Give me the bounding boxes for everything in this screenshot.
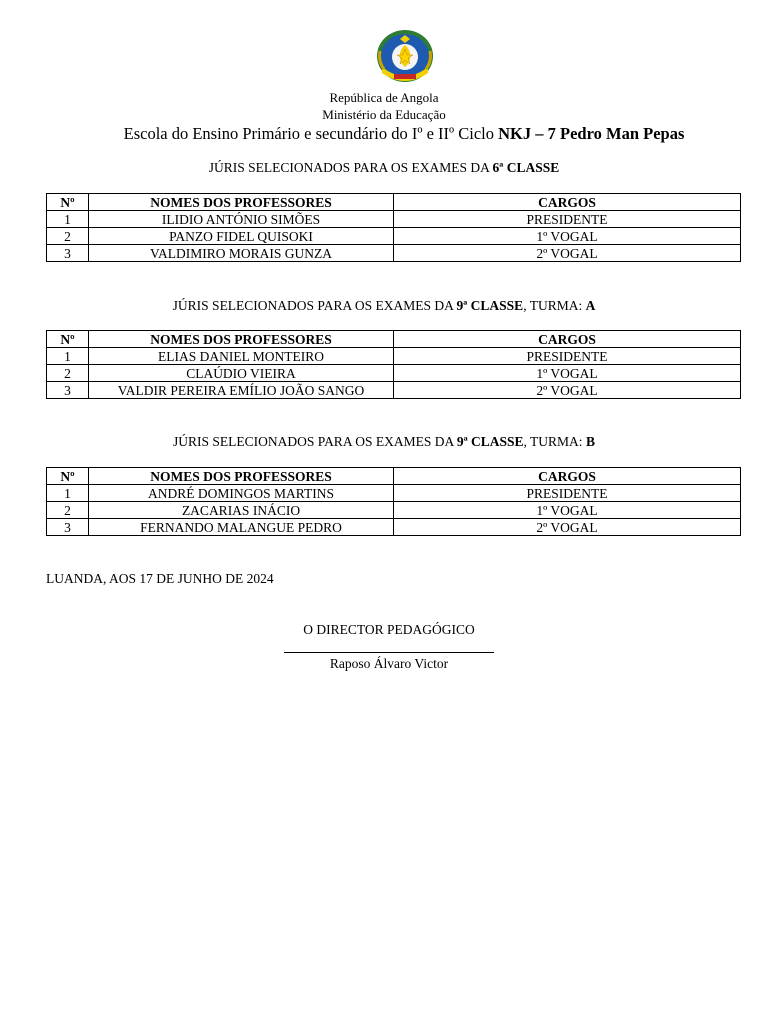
column-header-roles: CARGOS xyxy=(394,331,741,348)
table-row xyxy=(47,228,741,245)
row-name: VALDIMIRO MORAIS GUNZA xyxy=(89,245,394,262)
row-name: ZACARIAS INÁCIO xyxy=(89,502,394,519)
section-title-3 xyxy=(0,434,768,450)
row-role: PRESIDENTE xyxy=(394,348,741,365)
row-num: 1 xyxy=(47,211,89,228)
juri-table-2 xyxy=(46,330,741,399)
school-line xyxy=(20,124,768,144)
row-role: PRESIDENTE xyxy=(394,485,741,502)
row-num: 1 xyxy=(47,348,89,365)
row-role: PRESIDENTE xyxy=(394,211,741,228)
table-row xyxy=(47,502,741,519)
section-class-label: 9ª CLASSE xyxy=(456,298,524,313)
signature-line xyxy=(284,652,494,653)
column-header-names: NOMES DOS PROFESSORES xyxy=(89,331,394,348)
ministry-line: Ministério da Educação xyxy=(322,107,446,122)
column-header-num: Nº xyxy=(47,194,89,211)
column-header-names: NOMES DOS PROFESSORES xyxy=(89,468,394,485)
row-num: 2 xyxy=(47,502,89,519)
school-prefix: Escola do Ensino Primário e secundário do Iº e IIº Ciclo xyxy=(123,124,499,143)
juri-table-1 xyxy=(46,193,741,262)
row-num: 3 xyxy=(47,382,89,399)
row-name: VALDIR PEREIRA EMÍLIO JOÃO SANGO xyxy=(89,382,394,399)
section-title-prefix: JÚRIS SELECIONADOS PARA OS EXAMES DA xyxy=(172,298,457,313)
column-header-roles: CARGOS xyxy=(394,194,741,211)
section-class-label: 9ª CLASSE xyxy=(456,434,524,449)
row-role: 1º VOGAL xyxy=(394,502,741,519)
section-turma: A xyxy=(585,298,596,313)
section-title-prefix: JÚRIS SELECIONADOS PARA OS EXAMES DA xyxy=(173,434,457,449)
row-num: 3 xyxy=(47,519,89,536)
row-role: 2º VOGAL xyxy=(394,519,741,536)
row-num: 1 xyxy=(47,485,89,502)
table-row xyxy=(47,211,741,228)
table-row xyxy=(47,365,741,382)
row-name: FERNANDO MALANGUE PEDRO xyxy=(89,519,394,536)
school-name: NKJ – 7 Pedro Man Pepas xyxy=(498,124,685,143)
table-row xyxy=(47,382,741,399)
table-header-row xyxy=(47,331,741,348)
row-num: 2 xyxy=(47,365,89,382)
column-header-names: NOMES DOS PROFESSORES xyxy=(89,194,394,211)
signer-name: Raposo Álvaro Victor xyxy=(329,656,449,671)
table-row xyxy=(47,519,741,536)
table-row xyxy=(47,245,741,262)
column-header-num: Nº xyxy=(47,468,89,485)
section-title-1 xyxy=(0,160,768,176)
republic-line: República de Angola xyxy=(329,90,439,105)
row-name: PANZO FIDEL QUISOKI xyxy=(89,228,394,245)
row-num: 3 xyxy=(47,245,89,262)
row-role: 2º VOGAL xyxy=(394,382,741,399)
column-header-num: Nº xyxy=(47,331,89,348)
row-name: ANDRÉ DOMINGOS MARTINS xyxy=(89,485,394,502)
table-header-row xyxy=(47,468,741,485)
section-title-2 xyxy=(0,298,768,314)
row-name: CLAÚDIO VIEIRA xyxy=(89,365,394,382)
row-role: 1º VOGAL xyxy=(394,365,741,382)
row-name: ELIAS DANIEL MONTEIRO xyxy=(89,348,394,365)
column-header-roles: CARGOS xyxy=(394,468,741,485)
section-turma-prefix: , TURMA: xyxy=(523,434,586,449)
table-row xyxy=(47,485,741,502)
juri-table-3 xyxy=(46,467,741,536)
table-row xyxy=(47,348,741,365)
table-header-row xyxy=(47,194,741,211)
row-role: 2º VOGAL xyxy=(394,245,741,262)
row-name: ILIDIO ANTÓNIO SIMÕES xyxy=(89,211,394,228)
section-turma-prefix: , TURMA: xyxy=(523,298,586,313)
section-title-prefix: JÚRIS SELECIONADOS PARA OS EXAMES DA xyxy=(208,160,493,175)
place-date: LUANDA, AOS 17 DE JUNHO DE 2024 xyxy=(46,571,274,586)
row-num: 2 xyxy=(47,228,89,245)
section-turma: B xyxy=(585,434,595,449)
row-role: 1º VOGAL xyxy=(394,228,741,245)
signer-title: O DIRECTOR PEDAGÓGICO xyxy=(303,622,475,637)
section-class-label: 6ª CLASSE xyxy=(492,160,560,175)
angola-coat-of-arms-icon xyxy=(374,27,436,87)
